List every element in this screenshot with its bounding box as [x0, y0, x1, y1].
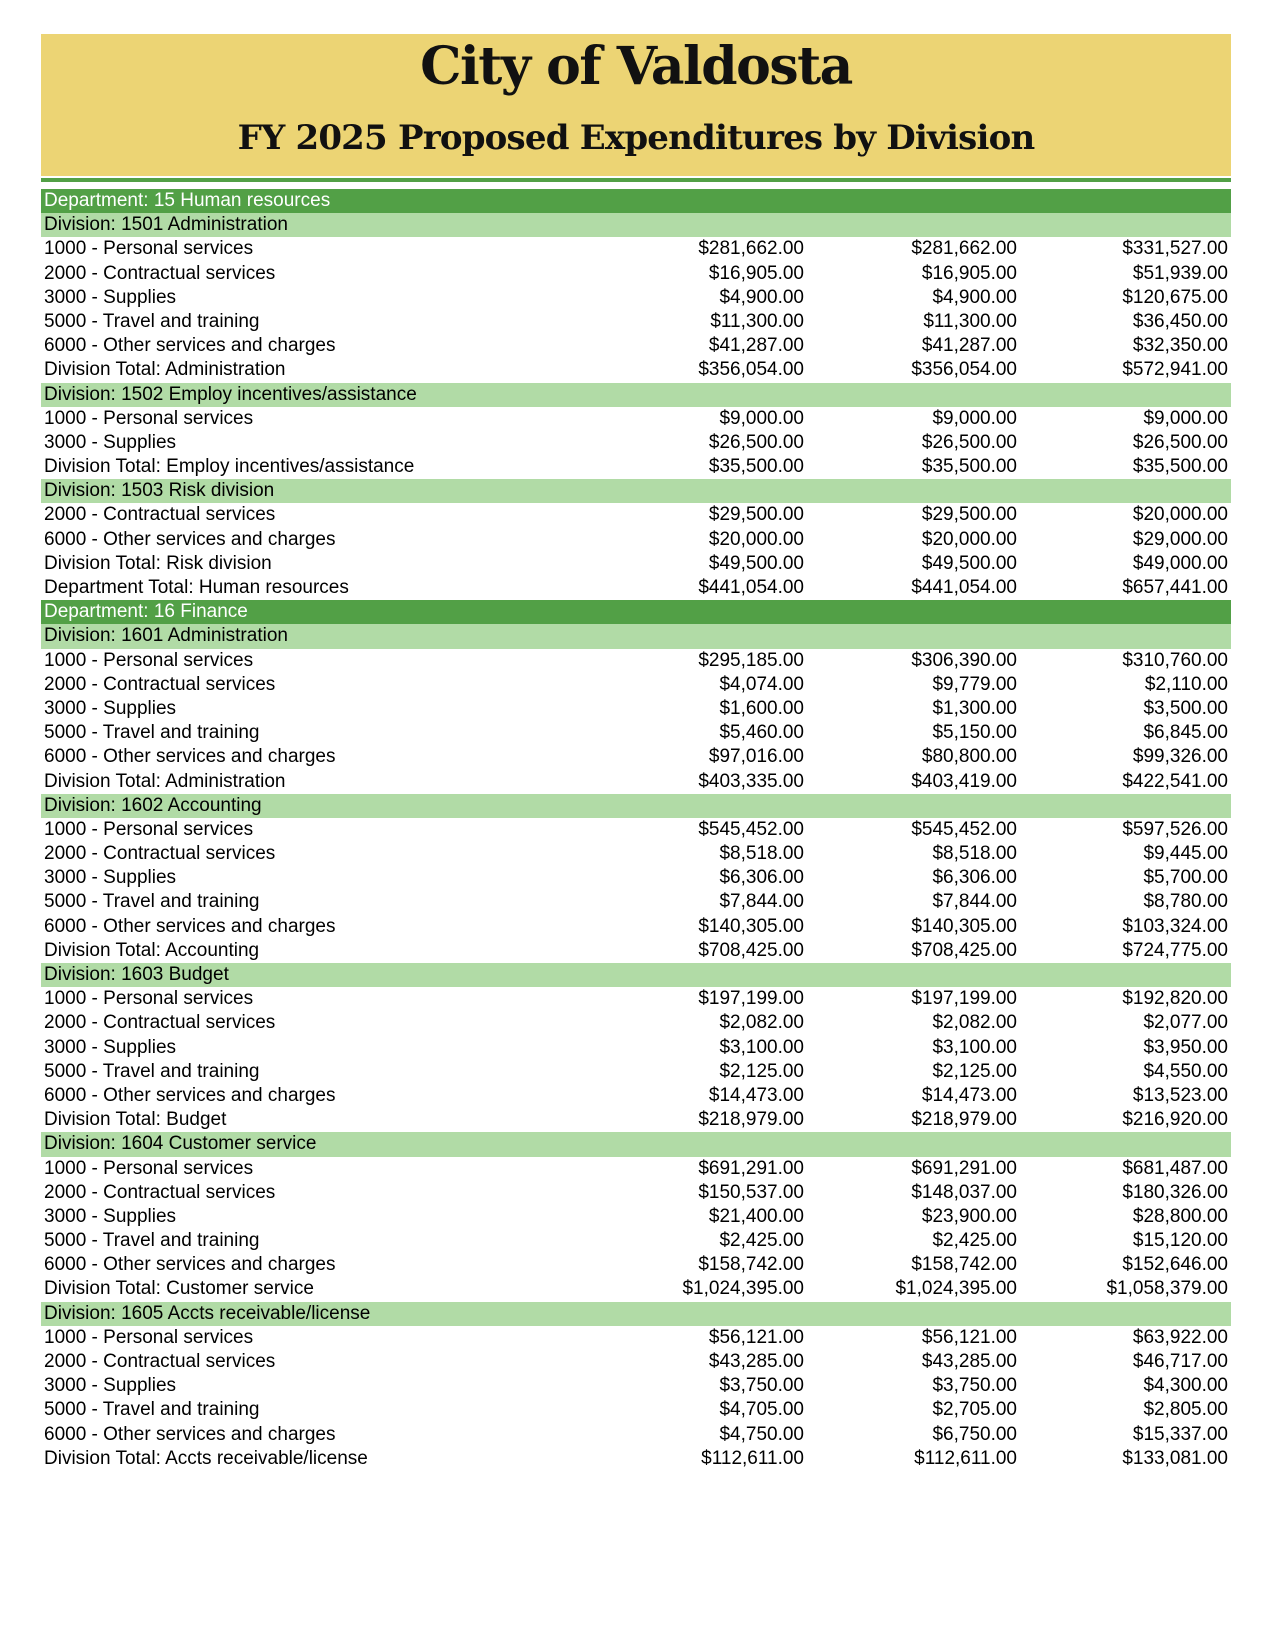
amount-cell-col1: $20,000.00	[708, 528, 804, 550]
amount-cell-col1: $218,979.00	[698, 1109, 804, 1131]
amount-cell-col1: $35,500.00	[708, 456, 804, 478]
amount-cell-col2: $140,305.00	[911, 915, 1017, 937]
amount-cell-col1: $4,900.00	[719, 286, 804, 308]
amount-cell-col1: $708,425.00	[698, 939, 804, 961]
amount-cell-col2: $35,500.00	[921, 456, 1017, 478]
row-label: 3000 - Supplies	[44, 431, 177, 453]
row-label: Division Total: Customer service	[44, 1278, 314, 1300]
amount-cell-col1: $16,905.00	[708, 262, 804, 284]
table-row	[41, 1447, 1231, 1471]
amount-cell-col1: $158,742.00	[698, 1254, 804, 1276]
table-row	[41, 987, 1231, 1011]
amount-cell-col3: $9,445.00	[1143, 843, 1228, 865]
row-label: Division: 1605 Accts receivable/license	[44, 1302, 371, 1324]
table-row	[41, 818, 1231, 842]
amount-cell-col2: $7,844.00	[932, 891, 1017, 913]
amount-cell-col3: $216,920.00	[1122, 1109, 1228, 1131]
department-header-row	[41, 189, 1231, 213]
amount-cell-col3: $4,300.00	[1143, 1375, 1228, 1397]
table-row	[41, 1205, 1231, 1229]
amount-cell-col2: $49,500.00	[921, 552, 1017, 574]
amount-cell-col3: $331,527.00	[1122, 238, 1228, 260]
report-header	[41, 34, 1231, 176]
amount-cell-col3: $120,675.00	[1122, 286, 1228, 308]
row-label: 6000 - Other services and charges	[44, 746, 336, 768]
row-label: 5000 - Travel and training	[44, 1230, 260, 1252]
amount-cell-col1: $6,306.00	[719, 867, 804, 889]
amount-cell-col3: $35,500.00	[1132, 456, 1228, 478]
table-row	[41, 1157, 1231, 1181]
amount-cell-col2: $43,285.00	[921, 1351, 1017, 1372]
table-row	[41, 552, 1231, 576]
amount-cell-col2: $1,300.00	[932, 697, 1017, 719]
amount-cell-col1: $9,000.00	[719, 407, 804, 429]
row-label: 5000 - Travel and training	[44, 722, 260, 744]
amount-cell-col1: $281,662.00	[698, 238, 804, 260]
row-label: 1000 - Personal services	[44, 238, 254, 260]
table-row	[41, 770, 1231, 794]
row-label: 6000 - Other services and charges	[44, 335, 336, 357]
division-header-row	[41, 213, 1231, 237]
row-label: Department: 15 Human resources	[44, 190, 331, 211]
amount-cell-col3: $657,441.00	[1122, 577, 1228, 598]
row-label: 3000 - Supplies	[44, 697, 177, 719]
amount-cell-col1: $2,082.00	[719, 1012, 804, 1034]
row-label: 2000 - Contractual services	[44, 504, 276, 526]
row-label: Division: 1501 Administration	[44, 214, 288, 236]
amount-cell-col1: $295,185.00	[698, 649, 804, 671]
table-row	[41, 262, 1231, 286]
table-row	[41, 1181, 1231, 1205]
table-row	[41, 503, 1231, 527]
amount-cell-col2: $5,150.00	[932, 722, 1017, 744]
amount-cell-col1: $403,335.00	[698, 770, 804, 792]
row-label: 6000 - Other services and charges	[44, 915, 336, 937]
division-header-row	[41, 1132, 1231, 1156]
row-label: 2000 - Contractual services	[44, 1351, 276, 1372]
row-label: Division: 1604 Customer service	[44, 1133, 317, 1155]
amount-cell-col2: $112,611.00	[914, 1447, 1017, 1469]
amount-cell-col3: $724,775.00	[1122, 939, 1228, 961]
amount-cell-col1: $2,425.00	[719, 1230, 804, 1252]
amount-cell-col3: $51,939.00	[1132, 262, 1228, 284]
row-label: 1000 - Personal services	[44, 407, 254, 429]
amount-cell-col1: $1,024,395.00	[682, 1278, 804, 1300]
row-label: 2000 - Contractual services	[44, 1181, 276, 1203]
table-row	[41, 890, 1231, 914]
amount-cell-col2: $218,979.00	[911, 1109, 1017, 1131]
amount-cell-col2: $56,121.00	[921, 1326, 1017, 1348]
amount-cell-col2: $356,054.00	[911, 359, 1017, 381]
division-header-row	[41, 794, 1231, 818]
row-label: 6000 - Other services and charges	[44, 1254, 336, 1276]
row-label: Division: 1603 Budget	[44, 964, 229, 985]
amount-cell-col2: $2,705.00	[932, 1399, 1017, 1421]
table-row	[41, 1036, 1231, 1060]
table-row	[41, 866, 1231, 890]
table-row	[41, 1277, 1231, 1301]
amount-cell-col2: $2,425.00	[932, 1230, 1017, 1252]
row-label: 3000 - Supplies	[44, 1205, 177, 1227]
table-row	[41, 334, 1231, 358]
table-row	[41, 1229, 1231, 1253]
amount-cell-col1: $1,600.00	[719, 697, 804, 719]
amount-cell-col3: $6,845.00	[1143, 722, 1228, 744]
division-header-row	[41, 963, 1231, 987]
row-label: 5000 - Travel and training	[44, 1399, 260, 1421]
amount-cell-col2: $403,419.00	[911, 770, 1017, 792]
amount-cell-col2: $441,054.00	[911, 577, 1017, 598]
amount-cell-col1: $3,750.00	[719, 1375, 804, 1397]
table-row	[41, 842, 1231, 866]
amount-cell-col3: $15,337.00	[1132, 1423, 1228, 1445]
amount-cell-col2: $197,199.00	[911, 988, 1017, 1010]
amount-cell-col1: $4,750.00	[719, 1423, 804, 1445]
amount-cell-col2: $16,905.00	[921, 262, 1017, 284]
row-label: Division: 1602 Accounting	[44, 794, 262, 816]
row-label: 6000 - Other services and charges	[44, 528, 336, 550]
amount-cell-col3: $46,717.00	[1132, 1351, 1228, 1372]
amount-cell-col2: $3,100.00	[932, 1036, 1017, 1058]
amount-cell-col2: $9,779.00	[932, 673, 1017, 695]
table-row	[41, 1350, 1231, 1374]
amount-cell-col1: $29,500.00	[708, 504, 804, 526]
amount-cell-col1: $43,285.00	[708, 1351, 804, 1372]
amount-cell-col3: $152,646.00	[1122, 1254, 1228, 1276]
table-row	[41, 237, 1231, 261]
amount-cell-col3: $20,000.00	[1132, 504, 1228, 526]
row-label: Division Total: Accounting	[44, 939, 260, 961]
amount-cell-col3: $8,780.00	[1143, 891, 1228, 913]
amount-cell-col1: $11,300.00	[710, 310, 804, 332]
table-row	[41, 1060, 1231, 1084]
amount-cell-col2: $1,024,395.00	[895, 1278, 1017, 1300]
amount-cell-col1: $26,500.00	[708, 431, 804, 453]
amount-cell-col2: $6,306.00	[932, 867, 1017, 889]
amount-cell-col3: $15,120.00	[1132, 1230, 1228, 1252]
page-subtitle: FY 2025 Proposed Expenditures by Division	[237, 118, 1035, 158]
table-row	[41, 939, 1231, 963]
amount-cell-col1: $545,452.00	[698, 818, 804, 840]
amount-cell-col2: $2,082.00	[932, 1012, 1017, 1034]
row-label: 3000 - Supplies	[44, 867, 177, 889]
amount-cell-col3: $99,326.00	[1132, 746, 1228, 768]
table-row	[41, 528, 1231, 552]
amount-cell-col3: $36,450.00	[1132, 310, 1228, 332]
amount-cell-col3: $49,000.00	[1132, 552, 1228, 574]
amount-cell-col2: $6,750.00	[932, 1423, 1017, 1445]
amount-cell-col3: $3,950.00	[1143, 1036, 1228, 1058]
row-label: 2000 - Contractual services	[44, 843, 276, 865]
table-row	[41, 431, 1231, 455]
table-row	[41, 358, 1231, 382]
amount-cell-col1: $112,611.00	[701, 1447, 804, 1469]
amount-cell-col3: $681,487.00	[1122, 1157, 1228, 1179]
row-label: 2000 - Contractual services	[44, 1012, 276, 1034]
amount-cell-col1: $197,199.00	[698, 988, 804, 1010]
amount-cell-col3: $180,326.00	[1122, 1181, 1228, 1203]
department-header-row	[41, 600, 1231, 624]
amount-cell-col3: $597,526.00	[1122, 818, 1228, 840]
amount-cell-col2: $306,390.00	[911, 649, 1017, 671]
amount-cell-col3: $9,000.00	[1143, 407, 1228, 429]
amount-cell-col2: $708,425.00	[911, 939, 1017, 961]
page-title: City of Valdosta	[420, 36, 852, 97]
table-row	[41, 1374, 1231, 1398]
amount-cell-col3: $28,800.00	[1132, 1205, 1228, 1227]
amount-cell-col2: $23,900.00	[921, 1205, 1017, 1227]
division-header-row	[41, 1302, 1231, 1326]
amount-cell-col2: $545,452.00	[911, 818, 1017, 840]
table-row	[41, 1084, 1231, 1108]
row-label: 3000 - Supplies	[44, 1036, 177, 1058]
row-label: Division: 1502 Employ incentives/assistance	[44, 383, 417, 405]
amount-cell-col1: $14,473.00	[708, 1084, 804, 1106]
amount-cell-col1: $3,100.00	[719, 1036, 804, 1058]
amount-cell-col3: $26,500.00	[1132, 431, 1228, 453]
division-header-row	[41, 624, 1231, 648]
row-label: Division Total: Accts receivable/license	[44, 1447, 368, 1469]
row-label: Department Total: Human resources	[44, 577, 349, 598]
row-label: 6000 - Other services and charges	[44, 1084, 336, 1106]
table-row	[41, 721, 1231, 745]
amount-cell-col3: $572,941.00	[1122, 359, 1228, 381]
table-row	[41, 673, 1231, 697]
row-label: 1000 - Personal services	[44, 818, 254, 840]
row-label: 5000 - Travel and training	[44, 891, 260, 913]
amount-cell-col2: $4,900.00	[932, 286, 1017, 308]
table-row	[41, 1253, 1231, 1277]
division-header-row	[41, 383, 1231, 407]
amount-cell-col1: $41,287.00	[708, 335, 804, 357]
row-label: Division Total: Administration	[44, 770, 286, 792]
amount-cell-col3: $2,110.00	[1144, 673, 1228, 695]
table-row	[41, 1398, 1231, 1422]
amount-cell-col3: $103,324.00	[1122, 915, 1228, 937]
row-label: 3000 - Supplies	[44, 1375, 177, 1397]
row-label: 5000 - Travel and training	[44, 310, 260, 332]
row-label: 5000 - Travel and training	[44, 1060, 260, 1082]
amount-cell-col2: $9,000.00	[932, 407, 1017, 429]
amount-cell-col3: $4,550.00	[1143, 1060, 1228, 1082]
row-label: 2000 - Contractual services	[44, 262, 276, 284]
amount-cell-col3: $5,700.00	[1143, 867, 1228, 889]
amount-cell-col1: $441,054.00	[698, 577, 804, 598]
amount-cell-col1: $7,844.00	[719, 891, 804, 913]
amount-cell-col2: $148,037.00	[911, 1181, 1017, 1203]
row-label: Department: 16 Finance	[44, 601, 248, 623]
row-label: 1000 - Personal services	[44, 1157, 254, 1179]
amount-cell-col2: $2,125.00	[932, 1060, 1017, 1082]
expenditure-table	[41, 189, 1231, 1471]
amount-cell-col1: $97,016.00	[708, 746, 804, 768]
row-label: Division: 1601 Administration	[44, 625, 288, 647]
table-row	[41, 1108, 1231, 1132]
table-row	[41, 915, 1231, 939]
amount-cell-col1: $49,500.00	[708, 552, 804, 574]
amount-cell-col3: $32,350.00	[1132, 335, 1228, 357]
amount-cell-col1: $150,537.00	[698, 1181, 804, 1203]
amount-cell-col3: $310,760.00	[1122, 649, 1228, 671]
row-label: 2000 - Contractual services	[44, 673, 276, 695]
amount-cell-col3: $192,820.00	[1122, 988, 1228, 1010]
amount-cell-col3: $422,541.00	[1122, 770, 1228, 792]
amount-cell-col1: $4,074.00	[719, 673, 804, 695]
table-row	[41, 576, 1231, 600]
amount-cell-col2: $158,742.00	[911, 1254, 1017, 1276]
table-row	[41, 745, 1231, 769]
amount-cell-col3: $2,077.00	[1143, 1012, 1228, 1034]
header-divider	[41, 178, 1231, 182]
amount-cell-col1: $56,121.00	[708, 1326, 804, 1348]
amount-cell-col1: $4,705.00	[719, 1399, 804, 1421]
amount-cell-col2: $80,800.00	[921, 746, 1017, 768]
amount-cell-col1: $356,054.00	[698, 359, 804, 381]
table-row	[41, 407, 1231, 431]
amount-cell-col2: $8,518.00	[932, 843, 1017, 865]
row-label: Division Total: Risk division	[44, 552, 272, 574]
amount-cell-col1: $5,460.00	[719, 722, 804, 744]
amount-cell-col2: $29,500.00	[921, 504, 1017, 526]
amount-cell-col3: $29,000.00	[1132, 528, 1228, 550]
table-row	[41, 697, 1231, 721]
table-row	[41, 1011, 1231, 1035]
amount-cell-col3: $2,805.00	[1143, 1399, 1228, 1421]
amount-cell-col2: $11,300.00	[923, 310, 1017, 332]
amount-cell-col2: $26,500.00	[921, 431, 1017, 453]
table-row	[41, 455, 1231, 479]
row-label: Division Total: Administration	[44, 359, 286, 381]
amount-cell-col2: $3,750.00	[932, 1375, 1017, 1397]
amount-cell-col3: $3,500.00	[1143, 697, 1228, 719]
row-label: Division: 1503 Risk division	[44, 480, 275, 502]
amount-cell-col3: $13,523.00	[1132, 1084, 1228, 1106]
amount-cell-col2: $281,662.00	[911, 238, 1017, 260]
amount-cell-col1: $691,291.00	[698, 1157, 804, 1179]
row-label: 3000 - Supplies	[44, 286, 177, 308]
amount-cell-col3: $1,058,379.00	[1106, 1278, 1228, 1300]
row-label: Division Total: Employ incentives/assistance	[44, 456, 415, 478]
table-row	[41, 649, 1231, 673]
row-label: 6000 - Other services and charges	[44, 1423, 336, 1445]
table-row	[41, 286, 1231, 310]
table-row	[41, 1423, 1231, 1447]
row-label: 1000 - Personal services	[44, 988, 254, 1010]
amount-cell-col3: $63,922.00	[1132, 1326, 1228, 1348]
amount-cell-col2: $14,473.00	[921, 1084, 1017, 1106]
row-label: Division Total: Budget	[44, 1109, 227, 1131]
amount-cell-col1: $8,518.00	[719, 843, 804, 865]
row-label: 1000 - Personal services	[44, 649, 254, 671]
amount-cell-col1: $21,400.00	[708, 1205, 804, 1227]
amount-cell-col3: $133,081.00	[1122, 1447, 1228, 1469]
table-row	[41, 310, 1231, 334]
amount-cell-col1: $140,305.00	[698, 915, 804, 937]
table-row	[41, 1326, 1231, 1350]
amount-cell-col2: $41,287.00	[921, 335, 1017, 357]
row-label: 1000 - Personal services	[44, 1326, 254, 1348]
amount-cell-col1: $2,125.00	[719, 1060, 804, 1082]
amount-cell-col2: $691,291.00	[911, 1157, 1017, 1179]
amount-cell-col2: $20,000.00	[921, 528, 1017, 550]
division-header-row	[41, 479, 1231, 503]
